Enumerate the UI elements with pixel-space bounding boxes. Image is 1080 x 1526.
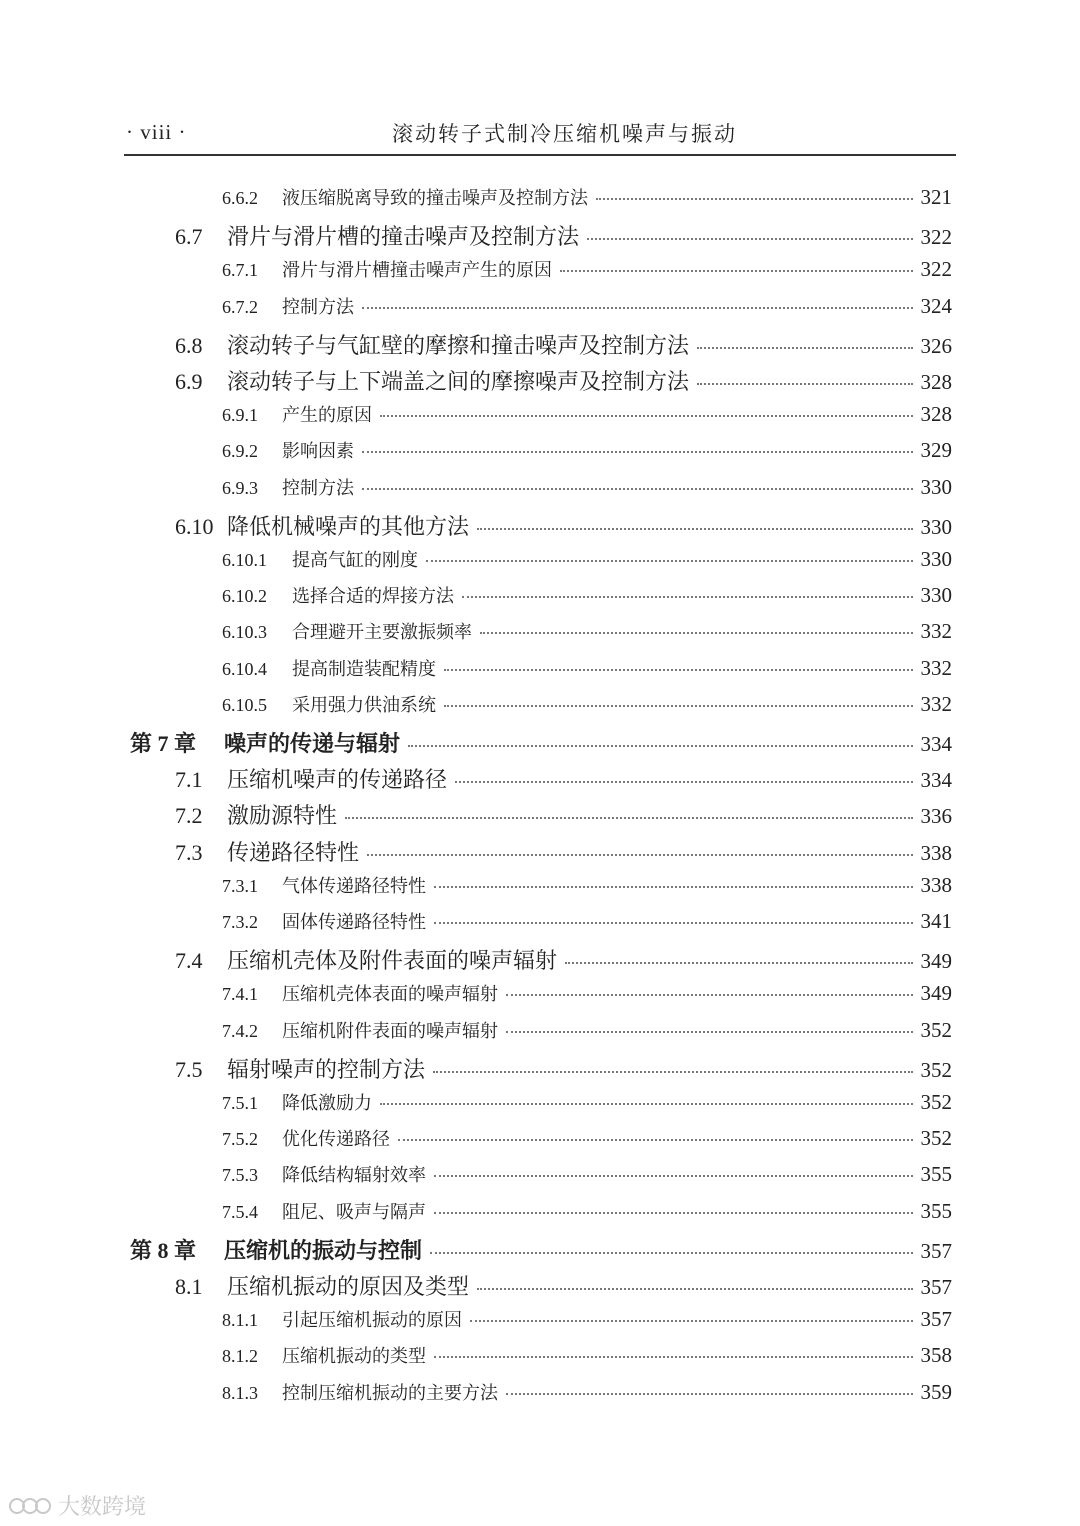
toc-entry-number: 第 7 章 bbox=[130, 731, 197, 756]
toc-entry-number: 6.10.4 bbox=[222, 658, 267, 679]
dot-leader bbox=[506, 1392, 913, 1395]
dot-leader bbox=[380, 1102, 913, 1105]
toc-entry bbox=[0, 474, 952, 500]
toc-entry-title: 产生的原因 bbox=[282, 405, 372, 427]
toc-entry-title: 压缩机振动的原因及类型 bbox=[227, 1275, 470, 1300]
toc-entry-title: 压缩机壳体及附件表面的噪声辐射 bbox=[227, 949, 558, 975]
toc-entry-page: 352 bbox=[920, 1126, 952, 1151]
toc-entry-title: 传递路径特性 bbox=[227, 840, 360, 866]
toc-entry-page: 352 bbox=[920, 1017, 952, 1042]
toc-entry-page: 322 bbox=[920, 257, 952, 282]
dot-leader bbox=[345, 816, 912, 819]
page-header bbox=[124, 118, 956, 156]
toc-entry-number: 6.7.2 bbox=[222, 296, 258, 317]
dot-leader bbox=[434, 1211, 913, 1214]
toc-entry bbox=[0, 1270, 952, 1301]
toc-entry-title: 控制压缩机振动的主要方法 bbox=[282, 1382, 498, 1404]
toc-entry bbox=[0, 1053, 952, 1084]
toc-entry bbox=[0, 1017, 952, 1043]
toc-entry-title: 提高制造装配精度 bbox=[292, 658, 436, 680]
dot-leader bbox=[470, 1319, 913, 1322]
toc-entry-page: 355 bbox=[920, 1198, 952, 1223]
toc-entry bbox=[0, 618, 952, 644]
toc-entry-number: 8.1.2 bbox=[222, 1346, 258, 1367]
toc-entry-page: 332 bbox=[920, 691, 952, 716]
toc-entry-title: 提高气缸的刚度 bbox=[292, 550, 418, 571]
toc-entry-number: 7.4.2 bbox=[222, 1020, 258, 1041]
toc-entry-title: 压缩机噪声的传递路径 bbox=[227, 768, 448, 794]
toc-entry bbox=[0, 1125, 952, 1151]
dot-leader bbox=[362, 487, 913, 490]
toc-entry-number: 7.5.1 bbox=[222, 1093, 258, 1113]
dot-leader bbox=[434, 885, 913, 888]
toc-entry-number: 6.10.5 bbox=[222, 694, 267, 715]
toc-entry-number: 8.1.1 bbox=[222, 1310, 258, 1331]
toc-entry-number: 7.2 bbox=[175, 803, 203, 829]
toc-entry-number: 6.9.2 bbox=[222, 441, 258, 462]
toc-entry-page: 338 bbox=[920, 840, 952, 865]
toc-entry-number: 7.5.2 bbox=[222, 1129, 258, 1150]
toc-entry-number: 6.10 bbox=[175, 513, 214, 539]
toc-entry bbox=[0, 763, 952, 794]
toc-entry-page: 330 bbox=[920, 583, 952, 608]
toc-entry bbox=[0, 727, 952, 758]
dot-leader bbox=[477, 527, 912, 530]
dot-leader bbox=[506, 1030, 913, 1033]
toc-entry-page: 334 bbox=[920, 768, 952, 793]
toc-entry bbox=[0, 220, 952, 251]
toc-entry-page: 336 bbox=[920, 804, 952, 829]
toc-entry-page: 330 bbox=[920, 514, 952, 539]
toc-entry-title: 影响因素 bbox=[282, 441, 354, 463]
toc-entry-number: 6.9.3 bbox=[222, 477, 258, 498]
book-title: 滚动转子式制冷压缩机噪声与振动 bbox=[392, 122, 737, 146]
toc-entry-page: 330 bbox=[920, 474, 952, 499]
dot-leader bbox=[398, 1138, 913, 1141]
dot-leader bbox=[560, 269, 913, 272]
toc-entry bbox=[0, 1089, 952, 1115]
dot-leader bbox=[444, 668, 913, 671]
toc-entry-number: 7.4 bbox=[175, 948, 203, 974]
toc-entry-title: 控制方法 bbox=[282, 477, 354, 499]
dot-leader bbox=[362, 450, 913, 453]
toc-entry-title: 滚动转子与气缸壁的摩擦和撞击噪声及控制方法 bbox=[227, 333, 690, 359]
dot-leader bbox=[506, 993, 913, 996]
toc-entry-page: 355 bbox=[920, 1162, 952, 1187]
toc-entry-page: 329 bbox=[920, 438, 952, 463]
toc-entry-page: 357 bbox=[920, 1275, 952, 1299]
toc-entry-title: 采用强力供油系统 bbox=[292, 694, 436, 716]
toc-entry bbox=[0, 401, 952, 427]
toc-entry-title: 优化传递路径 bbox=[282, 1129, 390, 1151]
watermark-text: 大数跨境 bbox=[58, 1495, 147, 1520]
toc-entry bbox=[0, 655, 952, 681]
toc-entry bbox=[0, 1234, 952, 1265]
dot-leader bbox=[596, 197, 913, 200]
toc-entry bbox=[0, 908, 952, 934]
toc-entry-number: 6.10.3 bbox=[222, 622, 267, 643]
toc-entry-number: 7.5.4 bbox=[222, 1201, 258, 1222]
dot-leader bbox=[697, 382, 912, 385]
dot-leader bbox=[426, 559, 913, 562]
dot-leader bbox=[477, 1287, 912, 1290]
watermark bbox=[8, 1490, 146, 1521]
toc-entry bbox=[0, 872, 952, 898]
dot-leader bbox=[434, 1174, 913, 1177]
toc-entry bbox=[0, 691, 952, 717]
toc-entry bbox=[0, 365, 952, 396]
toc-entry-page: 322 bbox=[920, 225, 952, 250]
toc-entry-title: 降低机械噪声的其他方法 bbox=[227, 514, 470, 540]
toc-entry-page: 326 bbox=[920, 333, 952, 358]
toc-entry-page: 321 bbox=[920, 185, 952, 209]
toc-entry-page: 324 bbox=[920, 293, 952, 318]
toc-entry-title: 辐射噪声的控制方法 bbox=[227, 1057, 426, 1083]
toc-entry-title: 压缩机附件表面的噪声辐射 bbox=[282, 1020, 498, 1042]
toc-entry-title: 降低激励力 bbox=[282, 1093, 372, 1114]
dot-leader bbox=[565, 961, 912, 964]
toc-entry bbox=[0, 546, 952, 572]
dot-leader bbox=[462, 595, 913, 598]
dot-leader bbox=[455, 780, 912, 783]
toc-entry-number: 7.3.1 bbox=[222, 875, 258, 896]
toc-entry-title: 滑片与滑片槽的撞击噪声及控制方法 bbox=[227, 225, 580, 251]
toc-entry-title: 液压缩脱离导致的撞击噪声及控制方法 bbox=[282, 188, 588, 209]
toc-entry-page: 357 bbox=[920, 1238, 952, 1263]
toc-entry-title: 压缩机振动的类型 bbox=[282, 1346, 426, 1368]
toc-entry-title: 滑片与滑片槽撞击噪声产生的原因 bbox=[282, 260, 552, 282]
toc-entry bbox=[0, 256, 952, 282]
toc-entry-number: 7.3.2 bbox=[222, 912, 258, 932]
dot-leader bbox=[408, 744, 912, 747]
dot-leader bbox=[480, 631, 913, 634]
toc-entry-page: 330 bbox=[920, 547, 952, 571]
toc-entry-number: 7.5 bbox=[175, 1056, 203, 1082]
toc-entry-title: 压缩机的振动与控制 bbox=[224, 1237, 423, 1264]
toc-entry bbox=[0, 329, 952, 360]
toc-entry-title: 引起压缩机振动的原因 bbox=[282, 1310, 462, 1332]
toc-entry-number: 6.9 bbox=[175, 369, 203, 394]
toc-entry-number: 6.9.1 bbox=[222, 405, 258, 426]
dot-leader bbox=[587, 237, 912, 240]
toc-entry-page: 338 bbox=[920, 872, 952, 897]
toc-entry-number: 7.4.1 bbox=[222, 984, 258, 1005]
dot-leader bbox=[434, 921, 913, 924]
toc-entry-page: 352 bbox=[920, 1090, 952, 1114]
toc-entry-title: 滚动转子与上下端盖之间的摩擦噪声及控制方法 bbox=[227, 370, 690, 395]
dot-leader bbox=[430, 1251, 912, 1254]
dot-leader bbox=[434, 1355, 913, 1358]
dot-leader bbox=[367, 853, 912, 856]
toc-entry-number: 8.1 bbox=[175, 1274, 203, 1299]
toc-entry bbox=[0, 944, 952, 975]
toc-entry-page: 359 bbox=[920, 1379, 952, 1404]
toc-entry bbox=[0, 980, 952, 1006]
dot-leader bbox=[433, 1070, 912, 1073]
toc-entry-number: 7.5.3 bbox=[222, 1165, 258, 1186]
dot-leader bbox=[380, 414, 913, 417]
toc-entry bbox=[0, 1379, 952, 1405]
toc-entry-title: 降低结构辐射效率 bbox=[282, 1165, 426, 1187]
toc-entry bbox=[0, 1306, 952, 1332]
toc-entry-number: 6.8 bbox=[175, 332, 203, 358]
toc-entry bbox=[0, 582, 952, 608]
toc-entry-number: 6.7.1 bbox=[222, 260, 258, 281]
watermark-logo-icon bbox=[8, 1495, 52, 1517]
toc-entry-title: 压缩机壳体表面的噪声辐射 bbox=[282, 984, 498, 1006]
toc-entry bbox=[0, 437, 952, 463]
toc-entry bbox=[0, 799, 952, 830]
toc-entry-number: 7.3 bbox=[175, 839, 203, 865]
toc-entry-title: 固体传递路径特性 bbox=[282, 912, 426, 933]
toc-entry bbox=[0, 1342, 952, 1368]
toc-entry-page: 358 bbox=[920, 1343, 952, 1368]
toc-entry bbox=[0, 836, 952, 867]
toc-entry-page: 332 bbox=[920, 619, 952, 644]
toc-entry-page: 328 bbox=[920, 370, 952, 394]
dot-leader bbox=[362, 306, 913, 309]
toc-entry-number: 6.6.2 bbox=[222, 188, 258, 208]
toc-entry-number: 6.7 bbox=[175, 224, 203, 250]
toc-entry-title: 合理避开主要激振频率 bbox=[292, 622, 472, 644]
toc-entry-title: 控制方法 bbox=[282, 296, 354, 318]
toc-entry-number: 6.10.1 bbox=[222, 550, 267, 570]
toc-entry-number: 6.10.2 bbox=[222, 586, 267, 607]
page-number: · viii · bbox=[126, 120, 187, 144]
toc-entry-page: 328 bbox=[920, 402, 952, 427]
toc-entry-page: 334 bbox=[920, 732, 952, 756]
dot-leader bbox=[444, 704, 913, 707]
toc-entry-number: 第 8 章 bbox=[130, 1237, 197, 1263]
toc-entry-page: 332 bbox=[920, 655, 952, 680]
toc-entry bbox=[0, 1198, 952, 1224]
toc-entry-page: 349 bbox=[920, 949, 952, 974]
toc-entry-title: 激励源特性 bbox=[227, 804, 338, 830]
toc-entry-title: 气体传递路径特性 bbox=[282, 875, 426, 897]
toc-entry-title: 阻尼、吸声与隔声 bbox=[282, 1201, 426, 1223]
toc-entry-number: 7.1 bbox=[175, 767, 203, 793]
toc-entry-page: 349 bbox=[920, 981, 952, 1006]
toc-entry-page: 352 bbox=[920, 1057, 952, 1082]
toc-entry-page: 357 bbox=[920, 1307, 952, 1332]
toc-entry-number: 8.1.3 bbox=[222, 1382, 258, 1403]
toc-entry bbox=[0, 293, 952, 319]
toc-entry-title: 噪声的传递与辐射 bbox=[224, 731, 401, 757]
toc-entry bbox=[0, 510, 952, 541]
dot-leader bbox=[697, 346, 912, 349]
toc-entry bbox=[0, 1161, 952, 1187]
toc-entry-title: 选择合适的焊接方法 bbox=[292, 586, 454, 608]
toc-entry-page: 341 bbox=[920, 909, 952, 933]
toc-entry bbox=[0, 184, 952, 210]
